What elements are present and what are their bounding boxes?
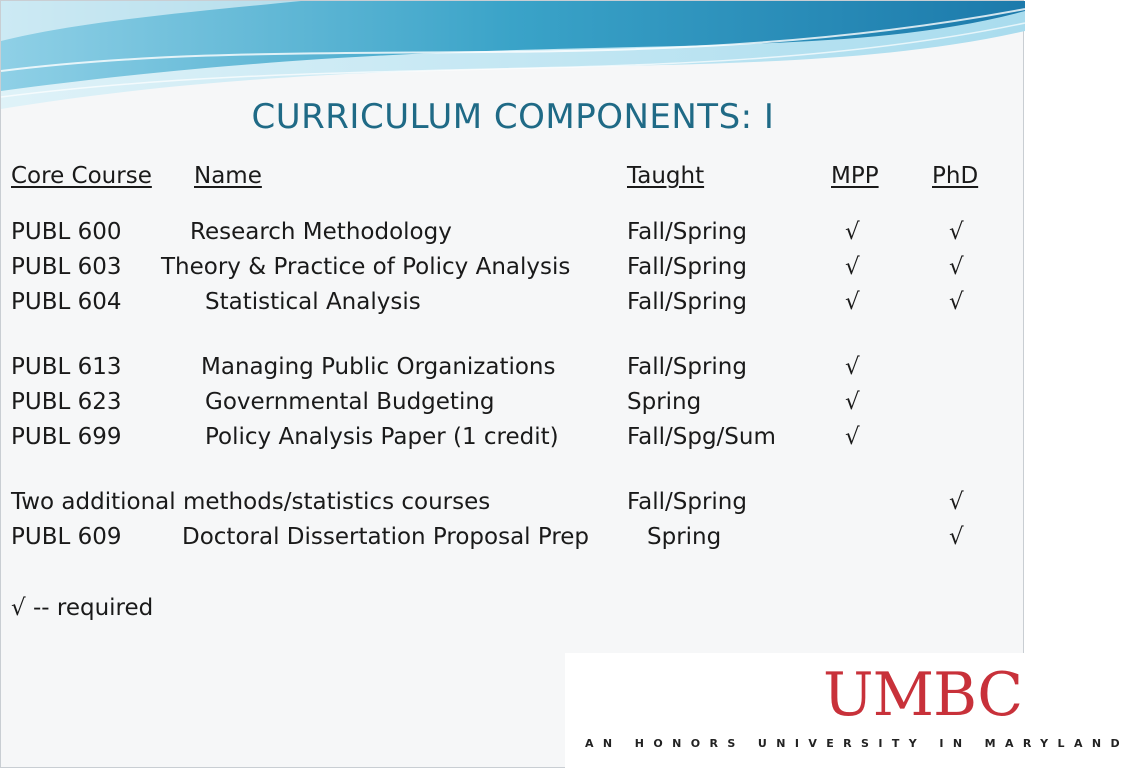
umbc-wordmark: UMBC — [823, 660, 1023, 730]
phd-check-icon: √ — [949, 524, 964, 550]
course-code: PUBL 604 — [11, 289, 122, 315]
course-taught: Spring — [647, 524, 722, 550]
umbc-logo — [565, 653, 1129, 769]
course-name: Doctoral Dissertation Proposal Prep — [182, 524, 590, 550]
mpp-check-icon: √ — [845, 389, 860, 415]
mpp-check-icon: √ — [845, 219, 860, 245]
course-name: Research Methodology — [190, 219, 452, 245]
course-taught: Fall/Spring — [627, 489, 747, 515]
mpp-check-icon: √ — [845, 424, 860, 450]
header-mpp: MPP — [831, 163, 879, 189]
mpp-check-icon: √ — [845, 254, 860, 280]
course-code: PUBL 613 — [11, 354, 122, 380]
phd-check-icon: √ — [949, 254, 964, 280]
course-name: Managing Public Organizations — [201, 354, 556, 380]
course-name: Policy Analysis Paper (1 credit) — [205, 424, 559, 450]
course-name: Governmental Budgeting — [205, 389, 495, 415]
course-taught: Fall/Spring — [627, 354, 747, 380]
umbc-tagline: AN HONORS UNIVERSITY IN MARYLAND — [585, 737, 1129, 750]
phd-check-icon: √ — [949, 289, 964, 315]
mpp-check-icon: √ — [845, 354, 860, 380]
course-name: Statistical Analysis — [205, 289, 421, 315]
course-code: PUBL 699 — [11, 424, 122, 450]
course-code: PUBL 603 — [11, 254, 122, 280]
course-taught: Fall/Spring — [627, 254, 747, 280]
legend-required: √ -- required — [11, 595, 154, 621]
mpp-check-icon: √ — [845, 289, 860, 315]
slide-title: CURRICULUM COMPONENTS: I — [251, 97, 775, 137]
header-taught: Taught — [627, 163, 705, 189]
phd-check-icon: √ — [949, 489, 964, 515]
header-core-course: Core Course — [11, 163, 152, 189]
course-code: PUBL 609 — [11, 524, 122, 550]
course-name: Two additional methods/statistics courses — [11, 489, 491, 515]
course-taught: Fall/Spg/Sum — [627, 424, 776, 450]
phd-check-icon: √ — [949, 219, 964, 245]
course-code: PUBL 623 — [11, 389, 122, 415]
header-name: Name — [194, 163, 262, 189]
course-code: PUBL 600 — [11, 219, 122, 245]
course-taught: Fall/Spring — [627, 219, 747, 245]
course-name: Theory & Practice of Policy Analysis — [161, 254, 571, 280]
course-taught: Spring — [627, 389, 702, 415]
header-phd: PhD — [932, 163, 979, 189]
course-taught: Fall/Spring — [627, 289, 747, 315]
